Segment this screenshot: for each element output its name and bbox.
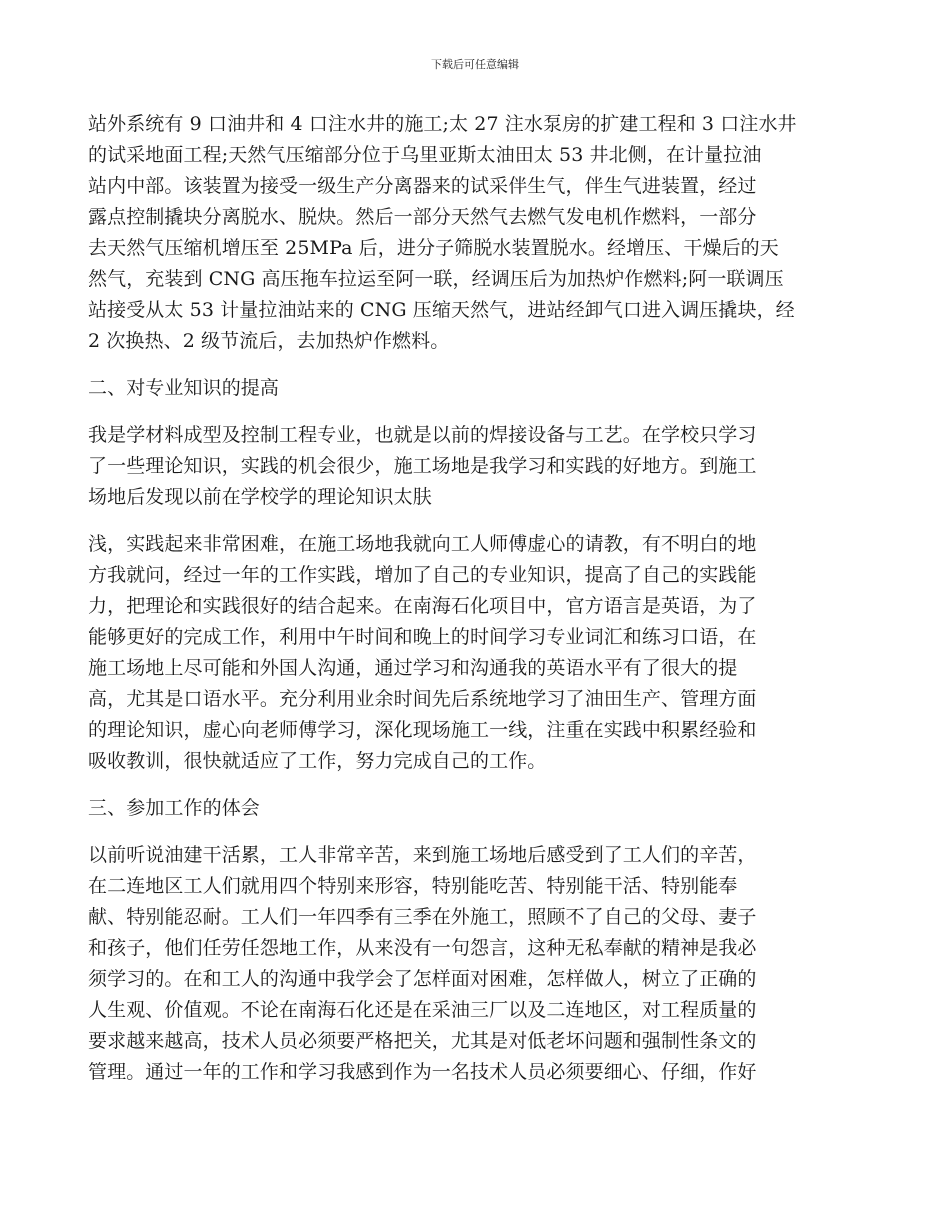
text-line: 方我就问，经过一年的工作实践，增加了自己的专业知识，提高了自己的实践能 [88,564,757,586]
text-line: 高，尤其是口语水平。充分利用业余时间先后系统地学习了油田生产、管理方面 [88,688,757,710]
page-header-note: 下载后可任意编辑 [431,58,519,71]
text-line: 场地后发现以前在学校学的理论知识太肤 [88,486,432,508]
text-line: 以前听说油建干活累，工人非常辛苦，来到施工场地后感受到了工人们的辛苦， [88,844,757,866]
text-line: 须学习的。在和工人的沟通中我学会了怎样面对困难，怎样做人，树立了正确的 [88,968,757,990]
document-body [88,109,868,1104]
text-line: 人生观、价值观。不论在南海石化还是在采油三厂以及二连地区，对工程质量的 [88,999,757,1021]
paragraph-practice [88,529,868,777]
paragraph-major [88,420,868,513]
text-line: 施工场地上尽可能和外国人沟通，通过学习和沟通我的英语水平有了很大的提 [88,657,738,679]
text-line: 去天然气压缩机增压至 25MPa 后，进分子筛脱水装置脱水。经增压、干燥后的天 [88,237,779,259]
text-line: 管理。通过一年的工作和学习我感到作为一名技术人员必须要细心、仔细，作好 [88,1061,757,1083]
text-line: 2 次换热、2 级节流后，去加热炉作燃料。 [88,330,450,352]
text-line: 力，把理论和实践很好的结合起来。在南海石化项目中，官方语言是英语，为了 [88,595,757,617]
section-heading-work-experience [88,793,868,824]
section-heading: 二、对专业知识的提高 [88,377,280,399]
text-line: 然气，充装到 CNG 高压拖车拉运至阿一联，经调压后为加热炉作燃料;阿一联调压 [88,268,784,290]
paragraph-workers [88,840,868,1088]
text-line: 站接受从太 53 计量拉油站来的 CNG 压缩天然气，进站经卸气口进入调压撬块，经 [88,299,795,321]
section-heading: 三、参加工作的体会 [88,797,260,819]
text-line: 的试采地面工程;天然气压缩部分位于乌里亚斯太油田太 53 井北侧，在计量拉油 [88,144,762,166]
text-line: 了一些理论知识，实践的机会很少，施工场地是我学习和实践的好地方。到施工 [88,455,757,477]
text-line: 能够更好的完成工作，利用中午时间和晚上的时间学习专业词汇和练习口语，在 [88,626,757,648]
text-line: 站内中部。该装置为接受一级生产分离器来的试采伴生气，伴生气进装置，经过 [88,175,757,197]
text-line: 露点控制撬块分离脱水、脱炔。然后一部分天然气去燃气发电机作燃料，一部分 [88,206,757,228]
section-heading-professional-knowledge [88,373,868,404]
text-line: 吸收教训，很快就适应了工作，努力完成自己的工作。 [88,750,547,772]
text-line: 要求越来越高，技术人员必须要严格把关，尤其是对低老坏问题和强制性条文的 [88,1030,757,1052]
text-line: 献、特别能忍耐。工人们一年四季有三季在外施工，照顾不了自己的父母、妻子 [88,906,757,928]
text-line: 在二连地区工人们就用四个特别来形容，特别能吃苦、特别能干活、特别能奉 [88,875,738,897]
text-line: 和孩子，他们任劳任怨地工作，从来没有一句怨言，这种无私奉献的精神是我必 [88,937,757,959]
paragraph-station-system [88,109,868,357]
text-line: 我是学材料成型及控制工程专业，也就是以前的焊接设备与工艺。在学校只学习 [88,424,757,446]
text-line: 站外系统有 9 口油井和 4 口注水井的施工;太 27 注水泵房的扩建工程和 3 口注水井 [88,113,797,135]
text-line: 的理论知识，虚心向老师傅学习，深化现场施工一线，注重在实践中积累经验和 [88,719,757,741]
text-line: 浅，实践起来非常困难，在施工场地我就向工人师傅虚心的请教，有不明白的地 [88,533,757,555]
